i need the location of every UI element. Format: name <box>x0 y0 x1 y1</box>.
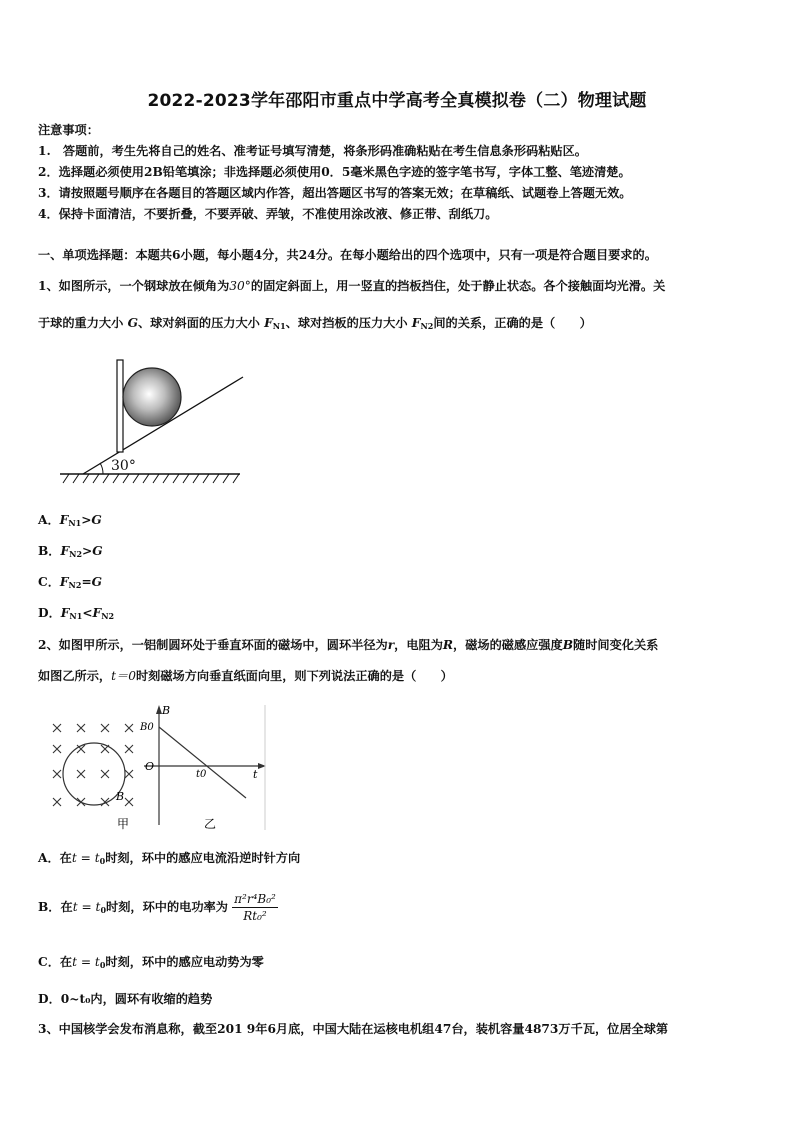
q1-option-d: D．$F_{N1}<F_{N2}$ <box>38 606 115 621</box>
q2-line-2: 如图乙所示，t＝0时刻磁场方向垂直纸面向里，则下列说法正确的是（ ） <box>38 669 453 683</box>
incline-figure <box>55 352 255 487</box>
section-heading: 一、单项选择题：本题共6小题，每小题4分，共24分。在每小题给出的四个选项中，只有一项是符合题目要求的。 <box>38 248 657 262</box>
angle-arc <box>100 463 103 474</box>
q3-line-1: 3、中国核学会发布消息称，截至201 9年6月底，中国大陆在运核电机组47台，装机容量4873万千瓦，位居全球第 <box>38 1022 669 1036</box>
t0-label: t0 <box>196 769 207 780</box>
q1-line-1: 1、如图所示，一个钢球放在倾角为30°的固定斜面上，用一竖直的挡板挡住，处于静止状态。各个接触面均光滑。关 <box>38 279 666 293</box>
notice-heading: 注意事项： <box>38 123 99 137</box>
angle-label: 30° <box>111 458 136 474</box>
magnetic-field-figure <box>40 700 280 835</box>
q1-line-2: 于球的重力大小 G、球对斜面的压力大小 $F_{N1}$、球对挡板的压力大小 $F_{N2}$间的关系，正确的是（ ） <box>38 316 592 331</box>
notice-item-1: 1. 答题前，考生先将自己的姓名、准考证号填写清楚，将条形码准确粘贴在考生信息条形码粘贴区。 <box>38 144 587 158</box>
q2-option-b: B．在$t = t_0$时刻，环中的电功率为 $\frac{\text{π²r⁴B₀²}}{\text{Rt₀²}}$ <box>38 892 276 923</box>
q1-angle: 30° <box>229 279 251 293</box>
steel-ball <box>123 368 181 426</box>
q2-option-a: A．在$t = t_0$时刻，环中的感应电流沿逆时针方向 <box>38 851 301 866</box>
baffle-board <box>117 360 123 452</box>
yi-label: 乙 <box>204 817 217 831</box>
q2-line-1: 2、如图甲所示，一铝制圆环处于垂直环面的磁场中，圆环半径为r，电阻为R，磁场的磁感应强度B随时间变化关系 <box>38 638 659 652</box>
q2-option-c: C．在$t = t_0$时刻，环中的感应电动势为零 <box>38 955 264 970</box>
q1-option-c: C．$F_{N2}=G$ <box>38 575 103 590</box>
q1-option-b: B．$F_{N2}>G$ <box>38 544 103 559</box>
origin-label: O <box>145 760 155 773</box>
q2-option-d: D．0~t₀内，圆环有收缩的趋势 <box>38 992 213 1006</box>
notice-item-3: 3．请按照题号顺序在各题目的答题区域内作答，超出答题区书写的答案无效；在草稿纸、试题卷上答题无效。 <box>38 186 632 200</box>
page-title: 2022-2023学年邵阳市重点中学高考全真模拟卷（二）物理试题 <box>147 91 647 111</box>
jia-label: 甲 <box>117 817 130 831</box>
power-fraction: $\frac{\text{π²r⁴B₀²}}{\text{Rt₀²}}$ <box>234 892 276 923</box>
b-axis-label: B <box>162 704 171 717</box>
notice-item-2: 2．选择题必须使用2B铅笔填涂；非选择题必须使用0．5毫米黑色字迹的签字笔书写，字体工整、笔迹清楚。 <box>38 165 631 179</box>
notice-item-4: 4．保持卡面清洁，不要折叠，不要弄破、弄皱，不准使用涂改液、修正带、刮纸刀。 <box>38 207 498 221</box>
b-t-line <box>159 727 246 798</box>
t-axis-label: t <box>253 768 258 781</box>
q1-option-a: A．$F_{N1}>G$ <box>38 513 102 528</box>
b0-label: B0 <box>140 722 154 733</box>
ring-b-label: B <box>116 790 125 803</box>
